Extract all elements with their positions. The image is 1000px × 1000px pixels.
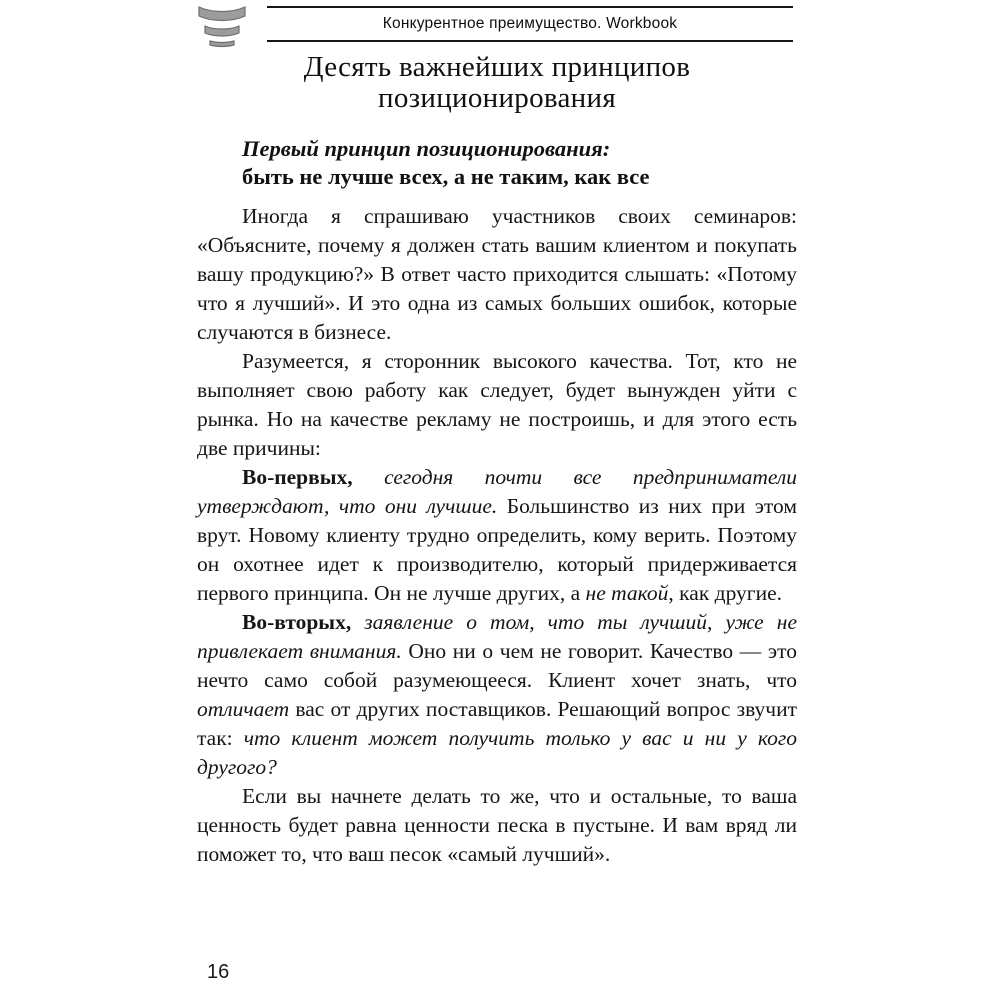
text-segment: Во-первых, — [242, 465, 385, 489]
text-segment: Оно ни о чем не говорит. Качество — это нечто само собой разумеющееся. Клиент хочет знать, что — [197, 639, 797, 692]
text-segment: Разумеется, я сторонник высокого качества. Тот, кто не выполняет свою работу как следует, будет вынужден уйти с рынка. Но на качестве рекламу не построишь, и для этого есть две причины: — [197, 349, 797, 460]
paragraph — [197, 782, 797, 869]
text-segment: не такой — [585, 581, 669, 605]
text-segment: , как другие. — [668, 581, 783, 605]
text-column — [197, 52, 797, 869]
text-segment: отличает — [197, 697, 290, 721]
text-segment: вас от других поставщиков. Решающий вопрос звучит так: — [197, 697, 797, 750]
text-segment: Иногда я спрашиваю участников своих семинаров: «Объясните, почему я должен стать вашим клиентом и покупать вашу продукцию?» В ответ часто приходится слышать: «Потому что я лучший». И это одна из самых больших ошибок, которые случаются в бизнесе. — [197, 204, 797, 344]
text-segment: Во-вторых, — [242, 610, 365, 634]
paragraph — [197, 202, 797, 347]
running-title: Конкурентное преимущество. Workbook — [382, 15, 678, 32]
text-segment: заявление о том, что ты лучший, уже не привлекает внимания. — [197, 610, 797, 663]
page-number: 16 — [207, 961, 230, 983]
text-segment: что клиент может получить только у вас и ни у кого другого? — [197, 726, 797, 779]
chapter-title-line2: позиционирования — [378, 82, 616, 114]
principle-heading — [242, 135, 797, 191]
paragraph — [197, 608, 797, 782]
publisher-logo-icon — [198, 4, 246, 48]
running-header — [267, 6, 793, 42]
principle-heading-line2: быть не лучше всех, а не таким, как все — [242, 164, 650, 189]
text-segment: сегодня почти все предприниматели утверждают, что они лучшие. — [197, 465, 797, 518]
chapter-title-line1: Десять важнейших принципов — [303, 51, 691, 83]
paragraph — [197, 463, 797, 608]
chapter-title — [197, 52, 797, 114]
text-segment: Если вы начнете делать то же, что и остальные, то ваша ценность будет равна ценности песка в пустыне. И вам вряд ли поможет то, что ваш песок «самый лучший». — [197, 784, 797, 866]
paragraph — [197, 347, 797, 463]
body-text — [197, 202, 797, 869]
text-segment: Большинство из них при этом врут. Новому клиенту трудно определить, кому верить. Поэтому он охотнее идет к производителю, который придерживается первого принципа. Он не лучше других, а — [197, 494, 797, 605]
principle-heading-line1: Первый принцип позиционирования: — [242, 136, 611, 161]
